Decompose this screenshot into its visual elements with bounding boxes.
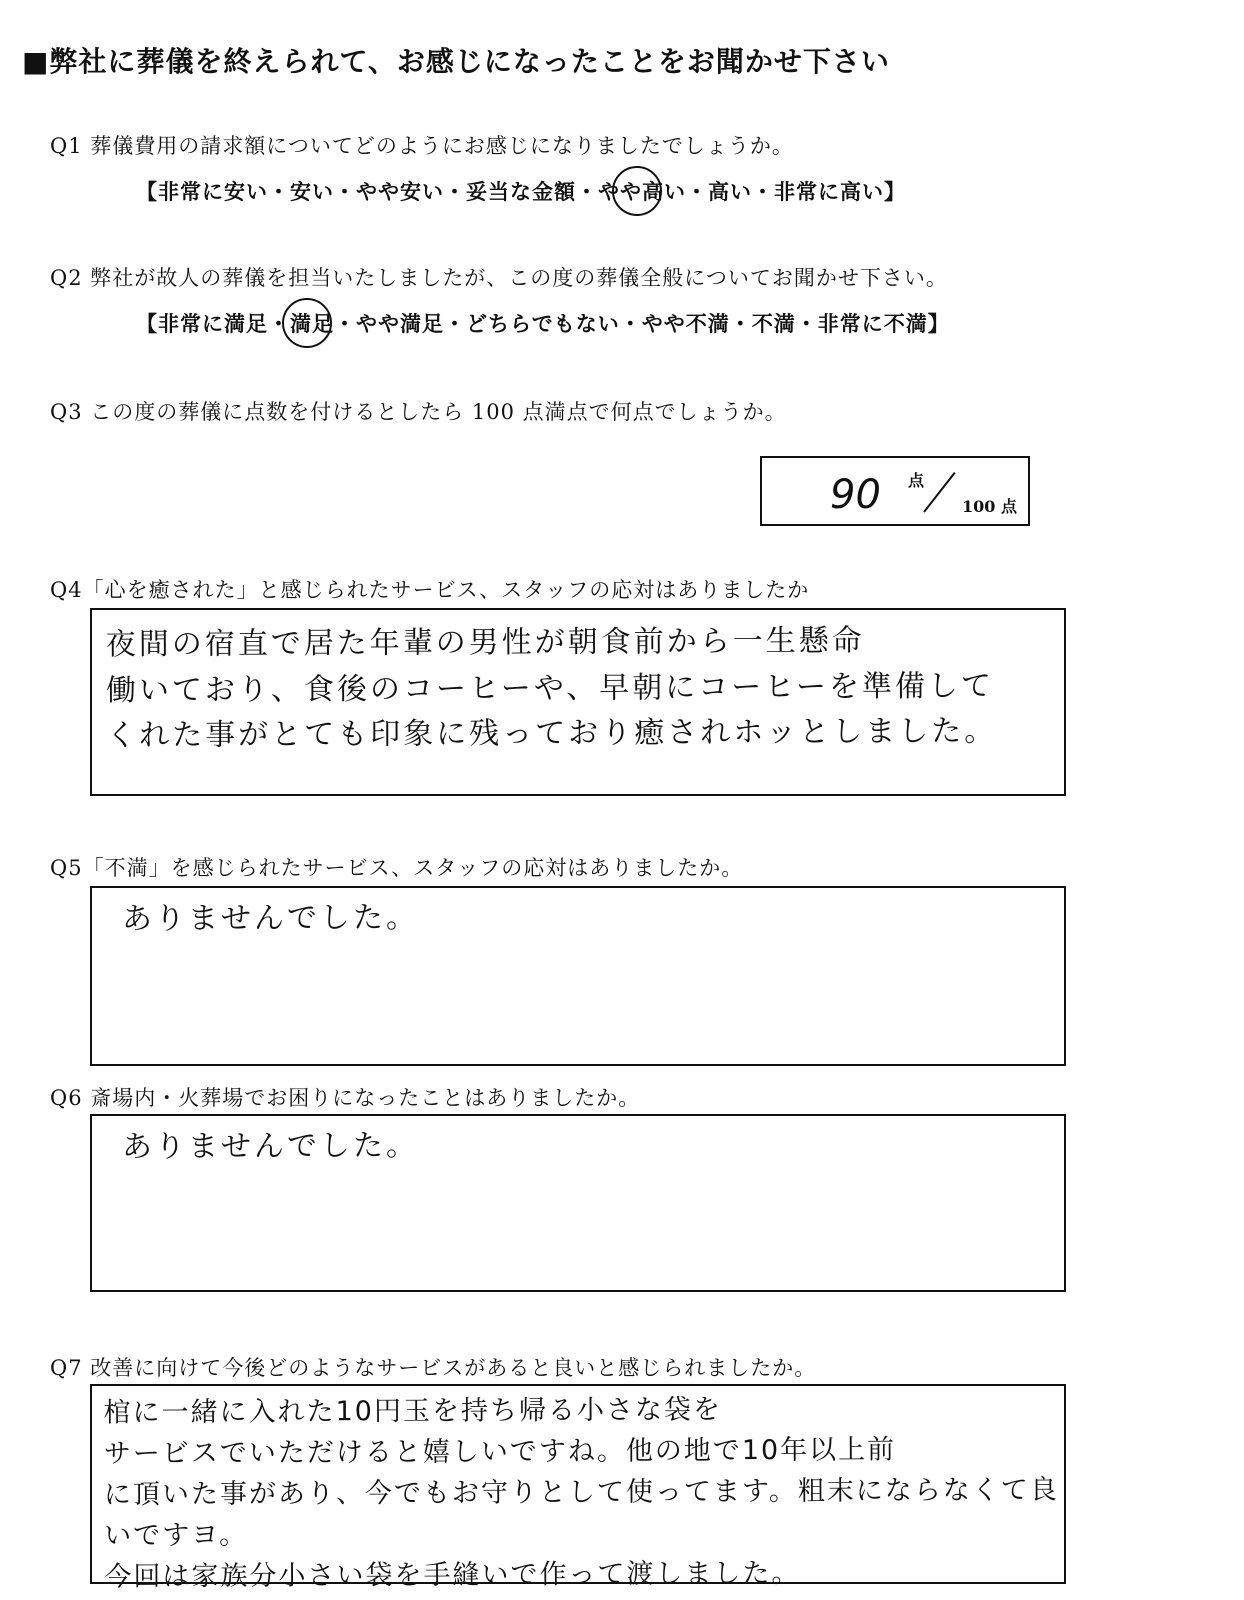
q1-options [136, 176, 906, 206]
q7-answer [103, 1387, 1064, 1597]
q3-question: Q3 この度の葬儀に点数を付けるとしたら 100 点満点で何点でしょうか。 [50, 400, 787, 424]
q7-answer-line: サービスでいただけると嬉しいですね。他の地で10年以上前 [103, 1434, 897, 1470]
q5-answer-box [90, 886, 1066, 1066]
q1-options-before: 【非常に安い・安い・やや安い・妥当な金額・や [136, 179, 620, 204]
q4-answer-line: 夜間の宿直で居た年輩の男性が朝食前から一生懸命 [105, 623, 865, 663]
q2-question: Q2 弊社が故人の葬儀を担当いたしましたが、この度の葬儀全般についてお聞かせ下さい。 [50, 266, 948, 290]
q7-answer-box [90, 1384, 1066, 1593]
q7-answer-line: 棺に一緒に入れた10円玉を持ち帰る小さな袋を [103, 1394, 723, 1429]
score-max: 100 点 [962, 497, 1017, 516]
q1-question: Q1 葬儀費用の請求額についてどのようにお感じになりましたでしょうか。 [50, 134, 794, 158]
q4-answer-line: 働いており、食後のコーヒーや、早朝にコーヒーを準備して [105, 668, 995, 708]
score-slash [923, 472, 955, 513]
page-title: ■弊社に葬儀を終えられて、お感じになったことをお聞かせ下さい [22, 45, 890, 78]
q2-options-after: ・やや満足・どちらでもない・やや不満・不満・非常に不満】 [334, 311, 950, 336]
score-box [760, 456, 1030, 526]
q2-selected-option: 満足 [290, 308, 334, 338]
q4-answer [106, 618, 998, 759]
q7-answer-line: に頂いた事があり、今でもお守りとして使ってます。粗末にならなくて良いですヨ。 [103, 1474, 1059, 1552]
q6-question: Q6 斎場内・火葬場でお困りになったことはありましたか。 [50, 1086, 641, 1110]
q5-question: Q5「不満」を感じられたサービス、スタッフの応対はありましたか。 [50, 856, 744, 880]
q7-answer-line: 今回は家族分小さい袋を手縫いで作って渡しました。 [104, 1557, 801, 1593]
q5-answer: ありませんでした。 [121, 900, 420, 937]
q4-answer-line: くれた事がとても印象に残っており癒されホッとしました。 [106, 713, 998, 754]
score-value: 90 [830, 472, 881, 518]
q1-options-after: い・高い・非常に高い】 [664, 179, 906, 204]
q6-answer-box [90, 1114, 1066, 1292]
q2-options-before: 【非常に満足・ [136, 311, 290, 336]
q4-answer-box [90, 608, 1066, 796]
q4-question: Q4「心を癒された」と感じられたサービス、スタッフの応対はありましたか [50, 578, 810, 602]
q7-question: Q7 改善に向けて今後どのようなサービスがあると良いと感じられましたか。 [50, 1356, 817, 1380]
q6-answer: ありませんでした。 [121, 1128, 420, 1165]
q1-selected-option: や高 [620, 176, 664, 206]
score-unit: 点 [908, 471, 925, 490]
q2-options [136, 308, 950, 338]
